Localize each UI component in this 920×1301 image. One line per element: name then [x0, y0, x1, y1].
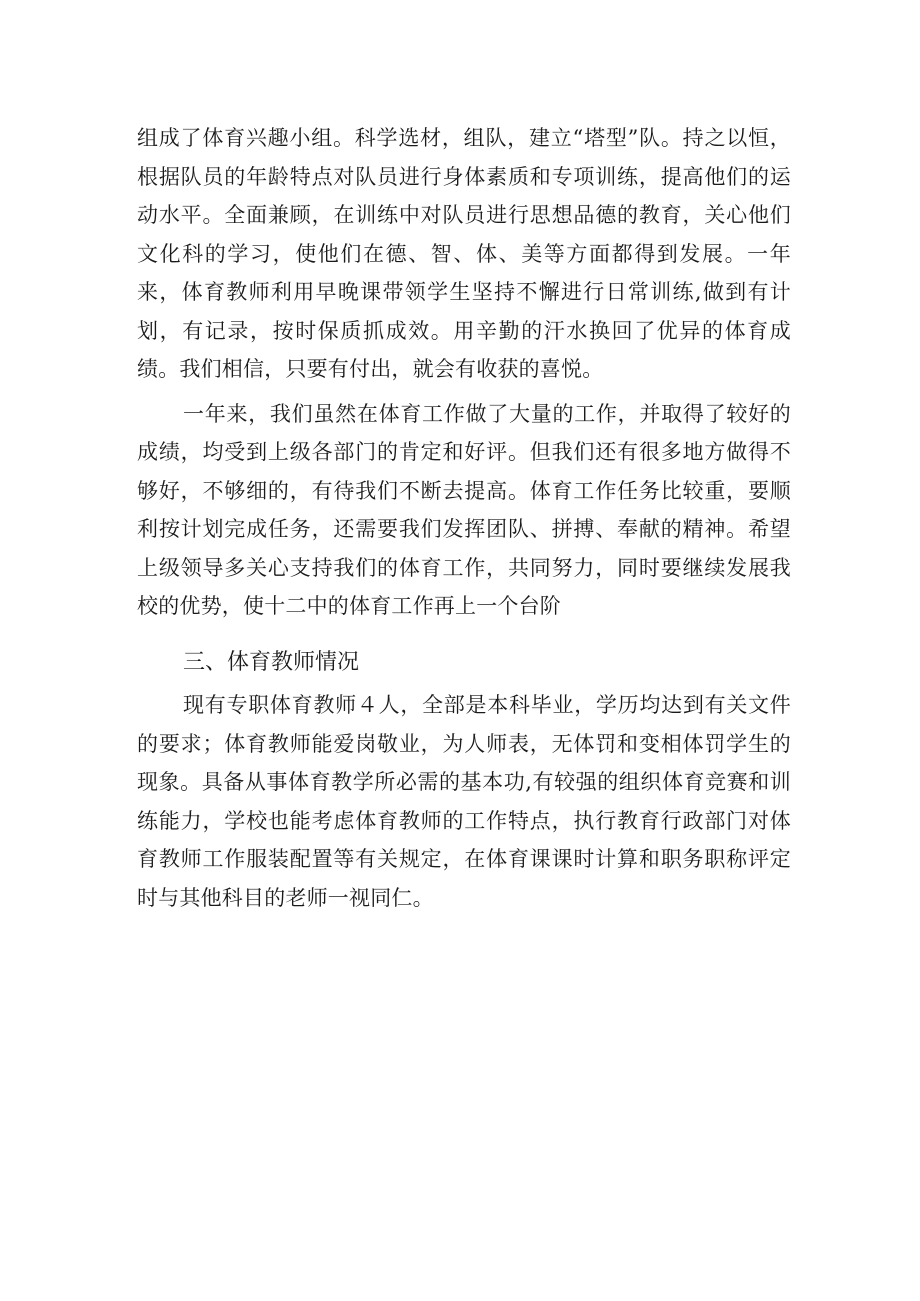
paragraph-continuation: 组成了体育兴趣小组。科学选材，组队，建立“塔型”队。持之以恒，根据队员的年龄特点对队员进行身体素质和专项训练，提高他们的运动水平。全面兼顾，在训练中对队员进行思想品德的教育，关心他们文化科的学习，使他们在德、智、体、美等方面都得到发展。一年来，体育教师利用早晚课带领学生坚持不懈进行日常训练,做到有计划，有记录，按时保质抓成效。用辛勤的汗水换回了优异的体育成绩。我们相信，只要有付出，就会有收获的喜悦。	[137, 126, 791, 381]
section-heading: 三、体育教师情况	[183, 649, 360, 675]
document-body	[137, 119, 791, 923]
paragraph-summary: 一年来，我们虽然在体育工作做了大量的工作，并取得了较好的成绩，均受到上级各部门的肯定和好评。但我们还有很多地方做得不够好，不够细的，有待我们不断去提高。体育工作任务比较重，要顺利按计划完成任务，还需要我们发挥团队、拼搏、奉献的精神。希望上级领导多关心支持我们的体育工作，共同努力，同时要继续发展我校的优势，使十二中的体育工作再上一个台阶	[137, 401, 791, 618]
paragraph-teachers: 现有专职体育教师４人，全部是本科毕业，学历均达到有关文件的要求；体育教师能爱岗敬业，为人师表，无体罚和变相体罚学生的现象。具备从事体育教学所必需的基本功,有较强的组织体育竞赛和训练能力，学校也能考虑体育教师的工作特点，执行教育行政部门对体育教师工作服装配置等有关规定，在体育课课时计算和职务职称评定时与其他科目的老师一视同仁。	[137, 693, 791, 910]
